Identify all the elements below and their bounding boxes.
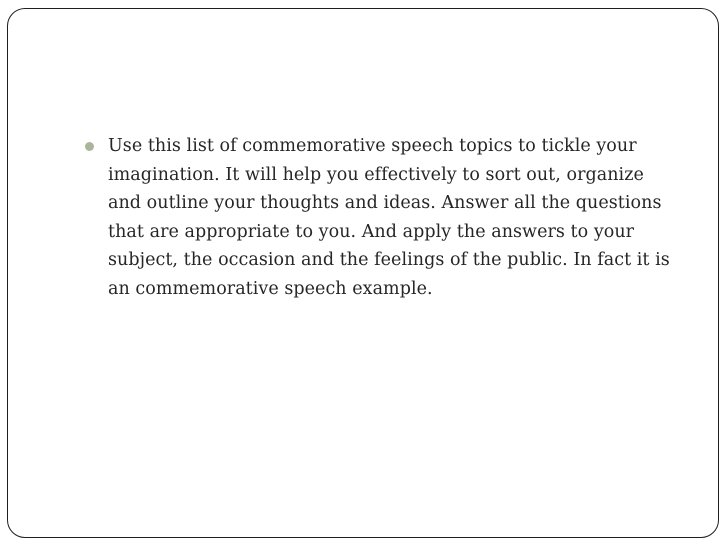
slide-frame [7,8,719,538]
bullet-text: Use this list of commemorative speech topics to tickle your imagination. It will help you effectively to sort out, organize and outline your thoughts and ideas. Answer all the questions that are appropriate to you. And apply the answers to your subject, the occasion and the feelings of the public. In fact it is an commemorative speech example. [108,136,670,299]
bullet-item [82,132,678,303]
bullet-point-icon [85,142,94,151]
bullet-list [82,132,678,303]
